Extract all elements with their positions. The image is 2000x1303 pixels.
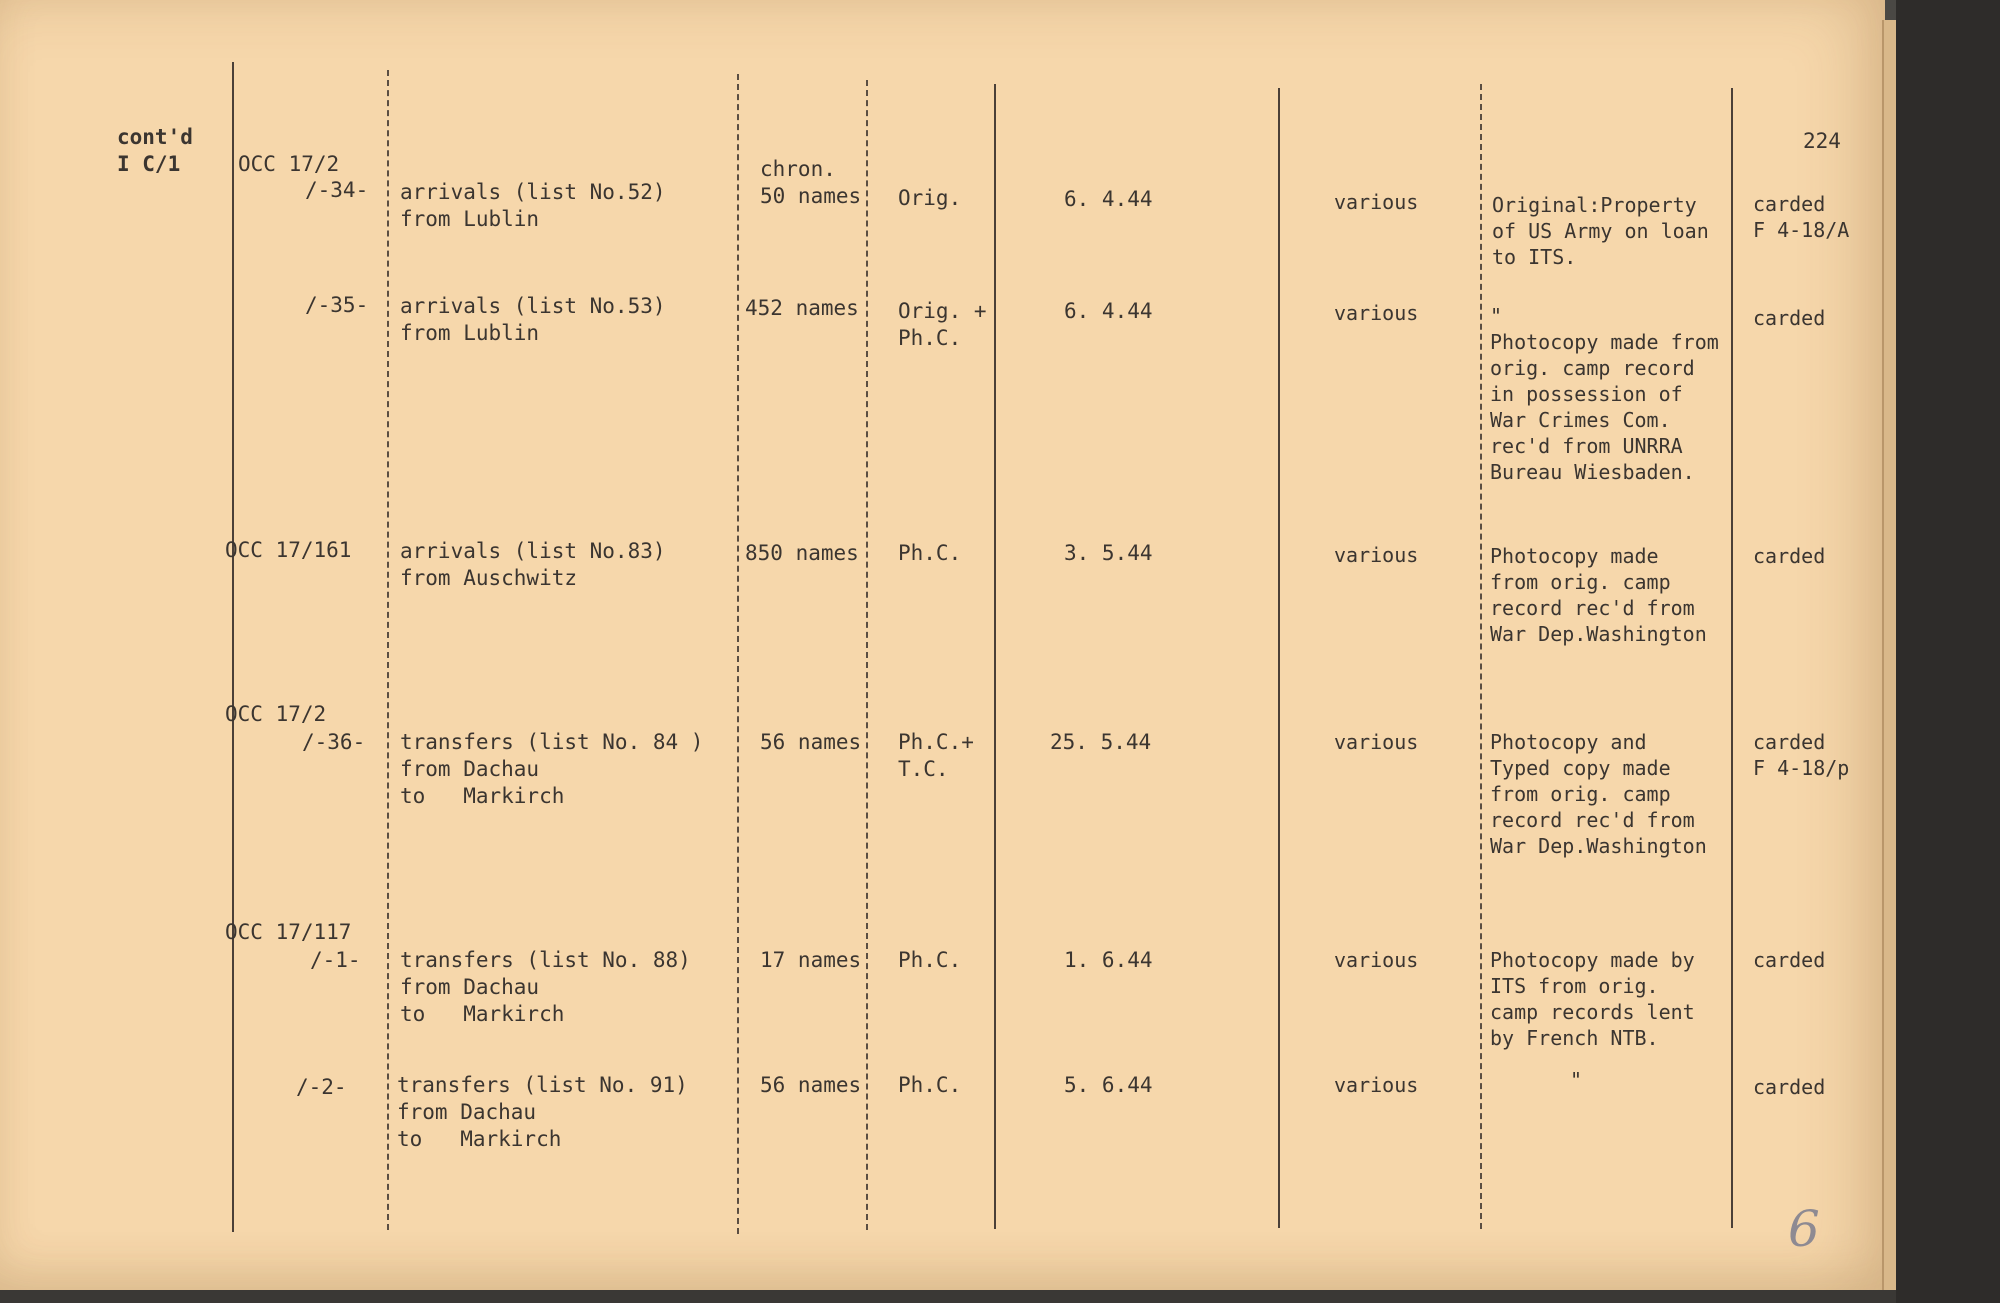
- row-ref: OCC 17/161: [225, 538, 352, 562]
- column-rule: [866, 80, 868, 1230]
- row-date: 5. 6.44: [1064, 1073, 1153, 1097]
- row-status: carded F 4-18/p: [1753, 730, 1850, 780]
- book-bottom-edge: [0, 1290, 1896, 1303]
- handwritten-mark: 6: [1788, 1200, 1820, 1258]
- row-subref: /-1-: [310, 948, 361, 972]
- row-ref: OCC 17/2: [225, 702, 327, 726]
- row-form: Ph.C.: [898, 1073, 962, 1097]
- row-nationality: various: [1334, 301, 1419, 325]
- column-rule: [737, 74, 739, 1234]
- row-subref: /-2-: [296, 1075, 347, 1099]
- row-description: transfers (list No. 84 ) from Dachau to Markirch: [400, 730, 704, 808]
- row-status: carded: [1753, 544, 1826, 568]
- row-status: carded: [1753, 1075, 1826, 1099]
- row-quantity: 56 names: [760, 730, 862, 754]
- row-nationality: various: [1334, 730, 1419, 754]
- row-description: transfers (list No. 91) from Dachau to Markirch: [397, 1073, 688, 1151]
- row-quantity: chron. 50 names: [760, 157, 862, 208]
- row-status: carded: [1753, 948, 1826, 972]
- row-remarks: Photocopy and Typed copy made from orig. camp record rec'd from War Dep.Washington: [1490, 730, 1707, 858]
- row-remarks: Photocopy made by ITS from orig. camp records lent by French NTB.: [1490, 948, 1695, 1050]
- column-rule: [1731, 88, 1733, 1228]
- row-description: transfers (list No. 88) from Dachau to Markirch: [400, 948, 691, 1026]
- row-date: 25. 5.44: [1050, 730, 1152, 754]
- row-nationality: various: [1334, 543, 1419, 567]
- row-description: arrivals (list No.52) from Lublin: [400, 180, 666, 231]
- row-date: 3. 5.44: [1064, 541, 1153, 565]
- row-form: Ph.C.: [898, 948, 962, 972]
- row-subref: /-36-: [302, 730, 366, 754]
- row-date: 6. 4.44: [1064, 187, 1153, 211]
- column-rule: [1278, 88, 1280, 1228]
- row-subref: /-35-: [305, 293, 369, 317]
- row-quantity: 452 names: [745, 296, 859, 320]
- column-rule: [232, 62, 234, 1232]
- page-number: 224: [1803, 129, 1841, 153]
- row-quantity: 17 names: [760, 948, 862, 972]
- book-spine: [1896, 0, 2000, 1303]
- row-description: arrivals (list No.83) from Auschwitz: [400, 539, 666, 590]
- row-remarks: " Photocopy made from orig. camp record in possession of War Crimes Com. rec'd from UNRRA Bureau Wiesbaden.: [1490, 304, 1719, 484]
- row-nationality: various: [1334, 1073, 1419, 1097]
- row-nationality: various: [1334, 948, 1419, 972]
- row-quantity: 56 names: [760, 1073, 862, 1097]
- column-rule: [1480, 84, 1482, 1229]
- row-subref: /-34-: [305, 178, 369, 202]
- row-ref: OCC 17/2: [238, 152, 340, 176]
- row-quantity: 850 names: [745, 541, 859, 565]
- row-ref: OCC 17/117: [225, 920, 352, 944]
- row-form: Orig. + Ph.C.: [898, 299, 987, 350]
- section-label: cont'd I C/1: [117, 125, 193, 176]
- row-remarks: Photocopy made from orig. camp record rec'd from War Dep.Washington: [1490, 544, 1707, 646]
- row-status: carded F 4-18/A: [1753, 192, 1850, 242]
- row-remarks: ": [1570, 1068, 1583, 1092]
- row-remarks: Original:Property of US Army on loan to ITS.: [1492, 193, 1709, 269]
- row-date: 6. 4.44: [1064, 299, 1153, 323]
- row-nationality: various: [1334, 190, 1419, 214]
- row-form: Ph.C.+ T.C.: [898, 730, 974, 781]
- row-date: 1. 6.44: [1064, 948, 1153, 972]
- row-description: arrivals (list No.53) from Lublin: [400, 294, 666, 345]
- column-rule: [387, 70, 389, 1230]
- row-status: carded: [1753, 306, 1826, 330]
- row-form: Ph.C.: [898, 541, 962, 565]
- column-rule: [994, 84, 996, 1229]
- row-form: Orig.: [898, 186, 962, 210]
